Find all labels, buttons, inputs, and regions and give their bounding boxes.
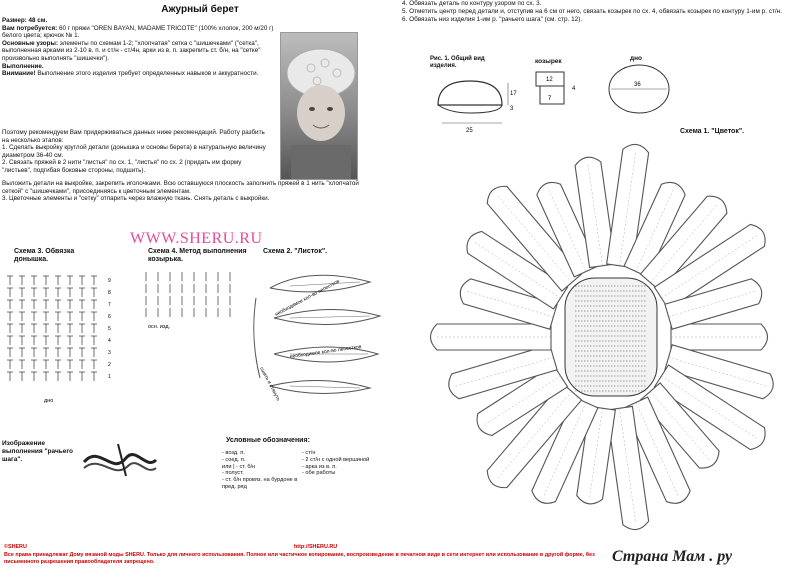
intro-block	[2, 17, 274, 78]
materials-value: 60 г пряжи "OREN BAYAN, MADAME TRICOTE" (100% хлопок, 200 м/20 г) белого цвета; крючок № 1.	[2, 24, 274, 40]
s3-row-number: 6	[108, 314, 111, 320]
attention-label: Внимание!	[2, 70, 36, 78]
site-watermark: WWW.SHERU.RU	[130, 230, 263, 247]
fig1-dim-25: 25	[466, 128, 473, 134]
s3-row-number: 9	[108, 278, 111, 284]
kozyrek-dim-4: 4	[572, 86, 576, 92]
step-1: 1. Сделать выкройку круглой детали (донышка и основы берета) в натуральную величину диаметром 36-40 см.	[2, 144, 266, 159]
scheme4-diagram	[138, 268, 253, 332]
right-steps	[402, 0, 797, 23]
size-label: Размер:	[2, 17, 27, 24]
rak-drawing	[80, 440, 160, 480]
scheme3-diagram	[4, 268, 124, 406]
patterns-value: элементы по схемам 1-2; "хлопчатая" сетка с "шишечками" ("сетка", выполненная арками из 2-10 в. п. и ст/н - ст/4н, арки из в. п. закрепить ст. б/н, на "сетке" произвольно выполнять "шишечки").	[2, 39, 261, 62]
legend-both-works: - обе работы	[302, 470, 336, 477]
s3-row-number: 7	[108, 302, 111, 308]
child-photo	[280, 32, 358, 180]
attention-value: Выполнение этого изделия требует определенных навыков и аккуратности.	[37, 70, 259, 78]
s3-row-number: 3	[108, 350, 111, 356]
recommend-text: Поэтому рекомендуем Вам придерживаться данных ниже рекомендаций. Работу разбить на несколько этапов:	[2, 129, 265, 144]
footer-copyright: ©SHERU	[4, 544, 27, 550]
steps-block-2	[2, 180, 367, 203]
legend-right	[302, 450, 372, 477]
step-2: 2. Связать пряжей в 2 нити "листья" по сх. 1, "листья" по сх. 2 (придать им форму "листьев", подгибая боковые стороны, подшить).	[2, 159, 242, 174]
step-6: 6. Обвязать низ изделия 1-им р. "рачьего шага" (см. стр. 12).	[402, 15, 583, 23]
fig1-dim-3: 3	[510, 106, 514, 112]
scheme4-title: Схема 4. Метод выполнения козырька.	[148, 248, 247, 263]
s3-row-number: 5	[108, 326, 111, 332]
s3-row-number: 2	[108, 362, 111, 368]
size-value: 48 см.	[28, 17, 48, 24]
fig1-dim-17: 17	[510, 91, 517, 97]
dno-drawing	[606, 62, 672, 116]
patterns-label: Основные узоры:	[2, 39, 58, 47]
legend-double-crochet: - ст/н	[302, 450, 316, 456]
steps-block	[2, 129, 272, 175]
brand-logo: Страна Мам . ру	[612, 548, 733, 565]
legend-single-crochet: или | - ст. б/н	[222, 463, 256, 470]
dno-dim: 36	[634, 82, 641, 88]
step-4: 4. Обвязать деталь по контуру узором по сх. 3.	[402, 0, 542, 7]
s4-note: осн. изд.	[148, 324, 171, 330]
s2-note-1: необходимое кол-во лепестков	[274, 278, 341, 318]
footer-text: Все права принадлежат Дому вязаной моды SHERU. Только для личного использования. Полное или частичное копирование, воспроизведение в печатном виде в сети интернет или использование в другой форме, без письменного разрешения правообладателя запрещено.	[4, 552, 595, 565]
legend-left	[222, 450, 302, 491]
s2-note-2: необходимое кол-во лепестков	[289, 343, 362, 360]
s3-row-number: 8	[108, 290, 111, 296]
kozyrek-dim-7: 7	[548, 96, 552, 102]
kozyrek-label: козырек	[535, 58, 562, 65]
dno-label: дно	[630, 55, 643, 62]
s3-dno: дно	[44, 398, 54, 404]
legend-half-double: - полуст.	[222, 470, 244, 477]
scheme3-title: Схема 3. Обвязка донышка.	[14, 248, 75, 263]
scheme2-title: Схема 2. "Листок".	[263, 248, 328, 255]
scheme1-title: Схема 1. "Цветок".	[680, 128, 745, 135]
s3-row-number: 4	[108, 338, 111, 344]
legend-2dc-cluster: - 2 ст/н с одной вершиной	[302, 456, 370, 463]
legend-air-chain: - возд. п.	[222, 450, 245, 456]
s2-note-3: сшить и стянуть	[258, 366, 282, 402]
legend-title: Условные обозначения:	[226, 437, 310, 444]
step-2b: Выложить детали на выкройке, закрепить иголочками. Всю оставшуюся плоскость заполнить пряжей в 1 нить "хлопчатой сеткой" с "шишечками", присоединяясь к цветочным элементам.	[2, 180, 359, 195]
legend-sc-bourdon: - ст. б/н провяз. на бурдоне в пред. ряд	[222, 477, 298, 490]
flower-diagram	[425, 118, 800, 538]
legend-slip-stitch: - соед. п.	[222, 456, 246, 463]
legend-chain-arch: - арка из в. п.	[302, 463, 337, 470]
leaf-diagram	[250, 258, 400, 408]
materials-label: Вам потребуется:	[2, 24, 58, 32]
fig1-title: Рис. 1. Общий вид изделия.	[430, 56, 485, 69]
rak-title: Изображение выполнения "рачьего шага".	[2, 440, 73, 463]
kozyrek-dim-12: 12	[546, 77, 553, 83]
footer-url: http://SHERU.RU	[294, 544, 338, 550]
page-title: Ажурный берет	[161, 4, 239, 15]
step-3: 3. Цветочные элементы и "сетку" отпарить через влажную ткань. Снять деталь с выкройки.	[2, 195, 270, 203]
s3-row-number: 1	[108, 374, 111, 380]
kozyrek-drawing	[530, 68, 590, 110]
step-5: 5. Отметить центр перед детали и, отступив на 6 см от него, связать козырек по сх. 4, обвязать козырек по контуру 1-им р. ст/н.	[402, 7, 782, 15]
execution-label: Выполнение.	[2, 62, 44, 70]
